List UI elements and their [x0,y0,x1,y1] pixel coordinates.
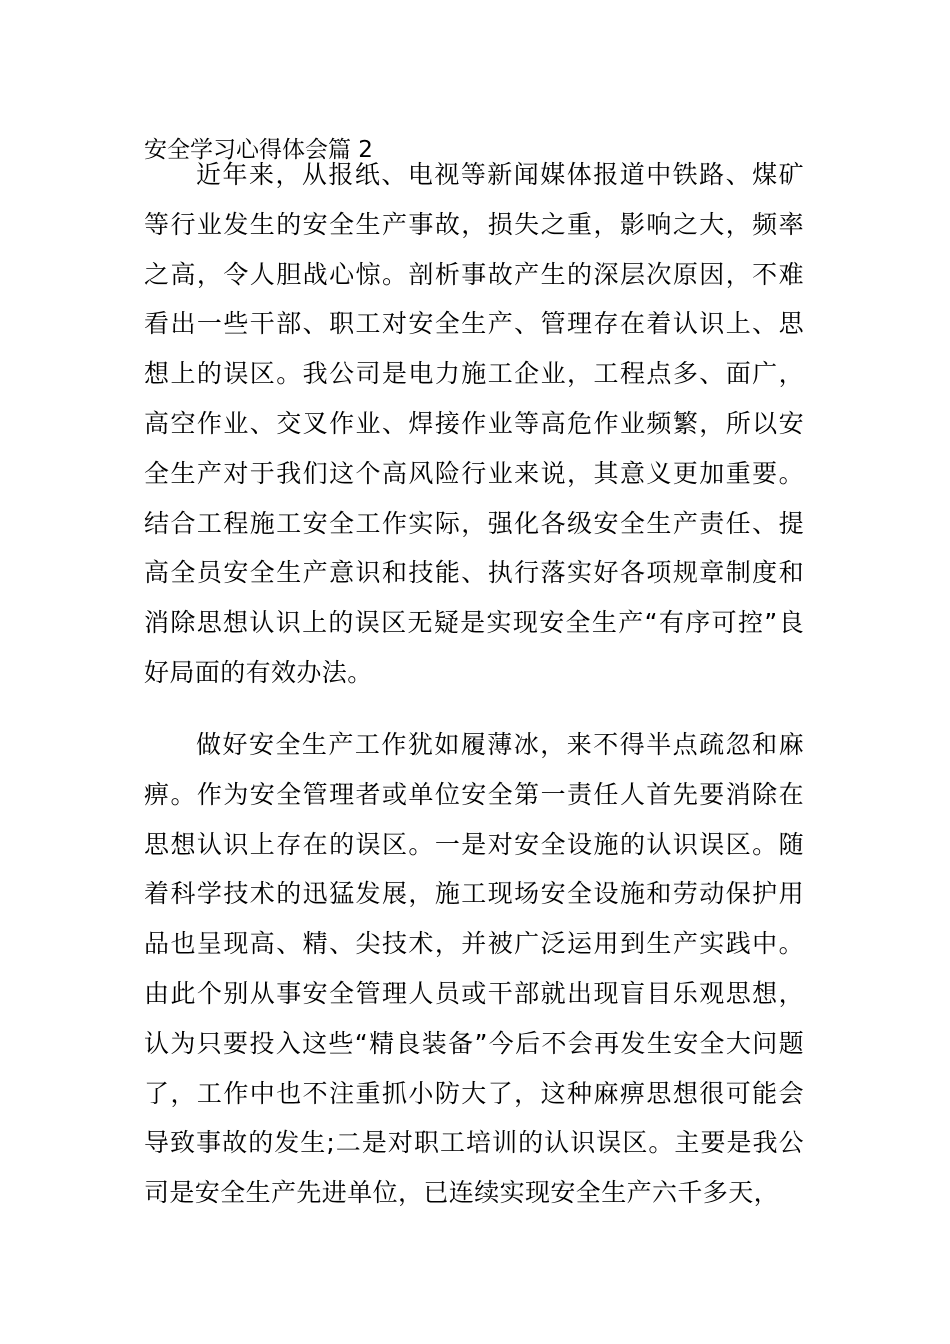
paragraph-2: 做好安全生产工作犹如履薄冰，来不得半点疏忽和麻痹。作为安全管理者或单位安全第一责任人首先要消除在思想认识上存在的误区。一是对安全设施的认识误区。随着科学技术的迅猛发展，施工现场安全设施和劳动保护用品也呈现高、精、尖技术，并被广泛运用到生产实践中。由此个别从事安全管理人员或干部就出现盲目乐观思想，认为只要投入这些“精良装备”今后不会再发生安全大问题了，工作中也不注重抓小防大了，这种麻痹思想很可能会导致事故的发生;二是对职工培训的认识误区。主要是我公司是安全生产先进单位，已连续实现安全生产六千多天， [144,730,804,1208]
paragraph-1: 近年来，从报纸、电视等新闻媒体报道中铁路、煤矿等行业发生的安全生产事故，损失之重，影响之大，频率之高，令人胆战心惊。剖析事故产生的深层次原因，不难看出一些干部、职工对安全生产、管理存在着认识上、思想上的误区。我公司是电力施工企业，工程点多、面广，高空作业、交叉作业、焊接作业等高危作业频繁，所以安全生产对于我们这个高风险行业来说，其意义更加重要。结合工程施工安全工作实际，强化各级安全生产责任、提高全员安全生产意识和技能、执行落实好各项规章制度和消除思想认识上的误区无疑是实现安全生产“有序可控”良好局面的有效办法。 [144,160,804,687]
document-title: 安全学习心得体会篇 2 [144,137,373,163]
